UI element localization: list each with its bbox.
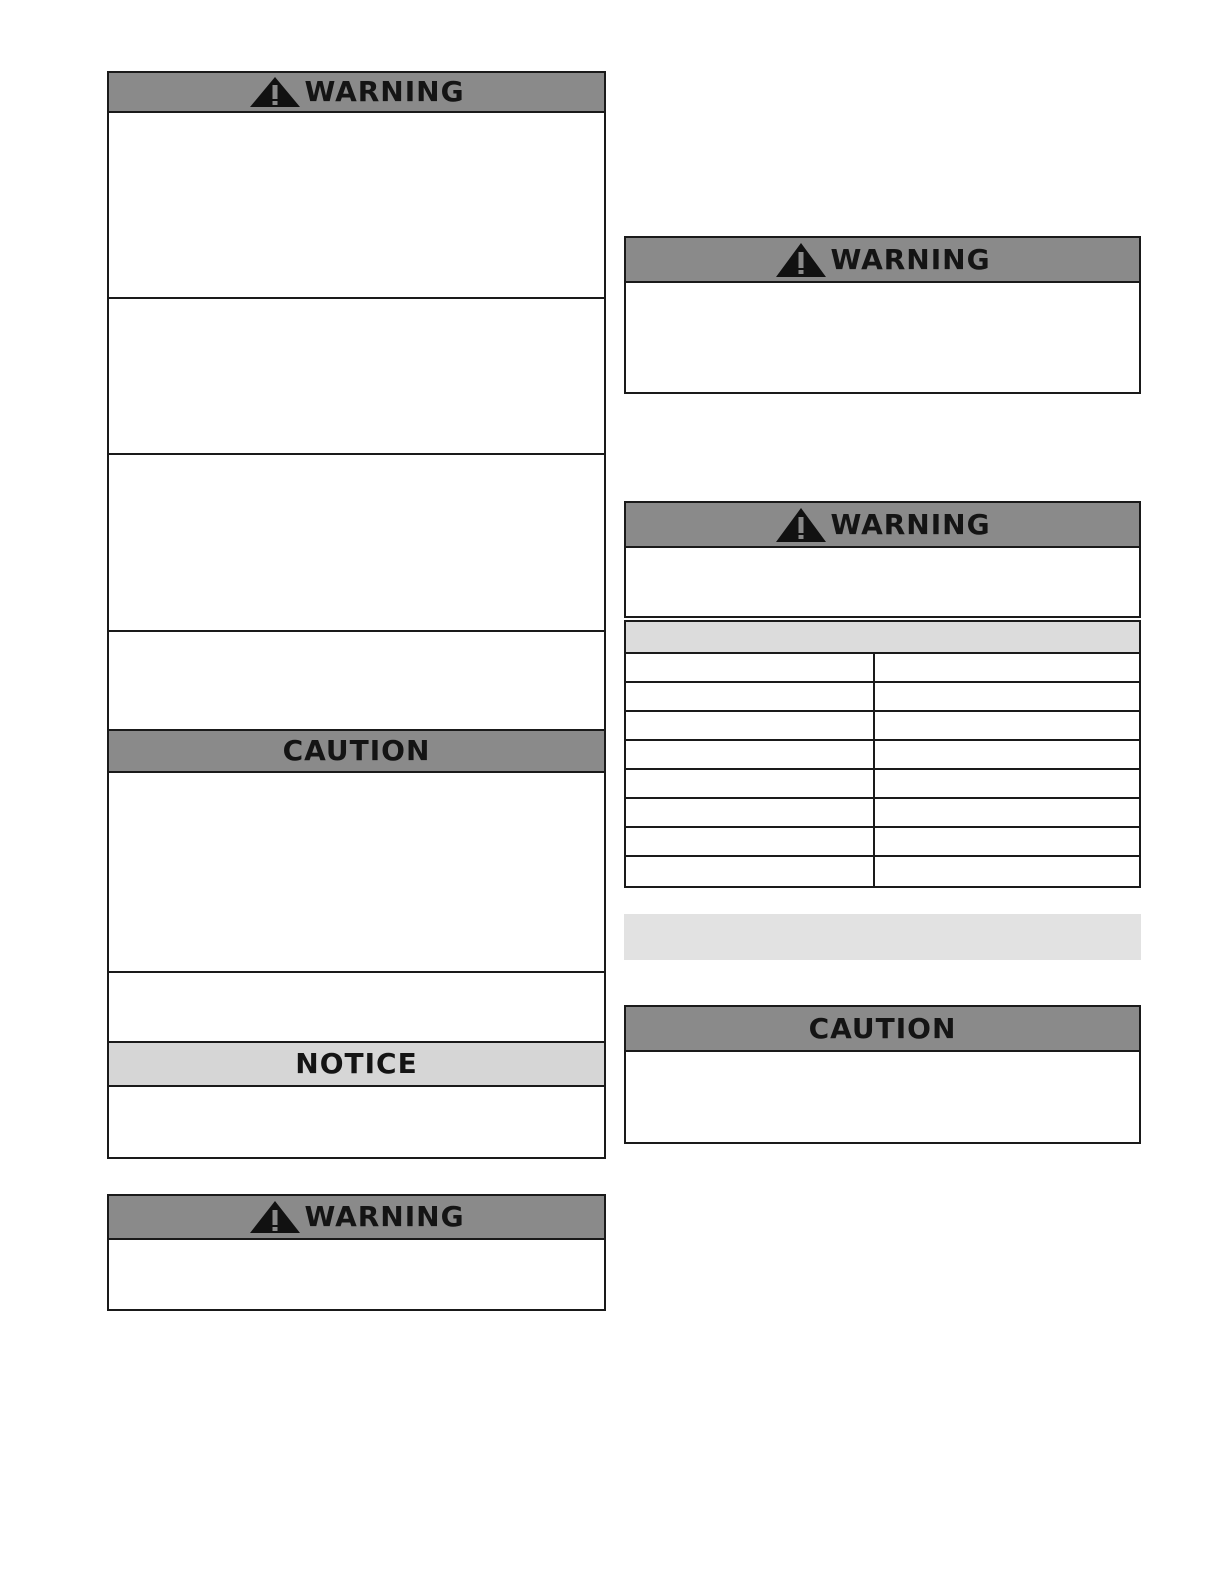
table-cell [875, 770, 1139, 797]
table-cell [626, 857, 875, 888]
warning-header [626, 503, 1139, 548]
table-cell [626, 770, 875, 797]
caution-label: CAUTION [808, 1011, 957, 1045]
table-row [626, 770, 1139, 799]
section-divider [109, 630, 604, 632]
table-cell [875, 654, 1139, 681]
warning-header [109, 1196, 604, 1240]
shaded-band [624, 914, 1141, 960]
caution-label: CAUTION [282, 734, 431, 767]
warning-triangle-icon [774, 507, 828, 543]
table-cell [626, 799, 875, 826]
section-divider [109, 297, 604, 299]
section-divider [109, 453, 604, 455]
right-warning-box-1 [624, 236, 1141, 394]
table-cell [875, 741, 1139, 768]
table-cell [626, 741, 875, 768]
table-row [626, 828, 1139, 857]
table-row [626, 741, 1139, 770]
table-row [626, 683, 1139, 712]
table-cell [875, 857, 1139, 888]
table-row [626, 712, 1139, 741]
right-warning-box-2 [624, 501, 1141, 618]
table-cell [626, 828, 875, 855]
table-cell [626, 712, 875, 739]
left-bottom-warning-box [107, 1194, 606, 1311]
table-cell [875, 799, 1139, 826]
table-cell [875, 683, 1139, 710]
table-cell [626, 683, 875, 710]
section-divider [109, 971, 604, 973]
table-header [626, 622, 1139, 654]
warning-header [626, 238, 1139, 283]
caution-header [626, 1007, 1139, 1052]
table-row [626, 654, 1139, 683]
table-cell [626, 654, 875, 681]
caution-header [109, 729, 604, 773]
notice-header [109, 1041, 604, 1087]
left-safety-panel [107, 71, 606, 1159]
warning-label: WARNING [304, 75, 465, 108]
warning-triangle-icon [248, 1200, 302, 1234]
warning-label: WARNING [830, 507, 991, 541]
table-cell [875, 712, 1139, 739]
warning-triangle-icon [248, 76, 302, 108]
right-caution-box [624, 1005, 1141, 1144]
spec-table [624, 620, 1141, 888]
warning-triangle-icon [774, 242, 828, 278]
table-row [626, 799, 1139, 828]
table-row [626, 857, 1139, 888]
table-body [626, 654, 1139, 886]
warning-label: WARNING [304, 1200, 465, 1233]
warning-label: WARNING [830, 242, 991, 276]
notice-label: NOTICE [295, 1047, 418, 1080]
warning-header [109, 73, 604, 113]
table-cell [875, 828, 1139, 855]
